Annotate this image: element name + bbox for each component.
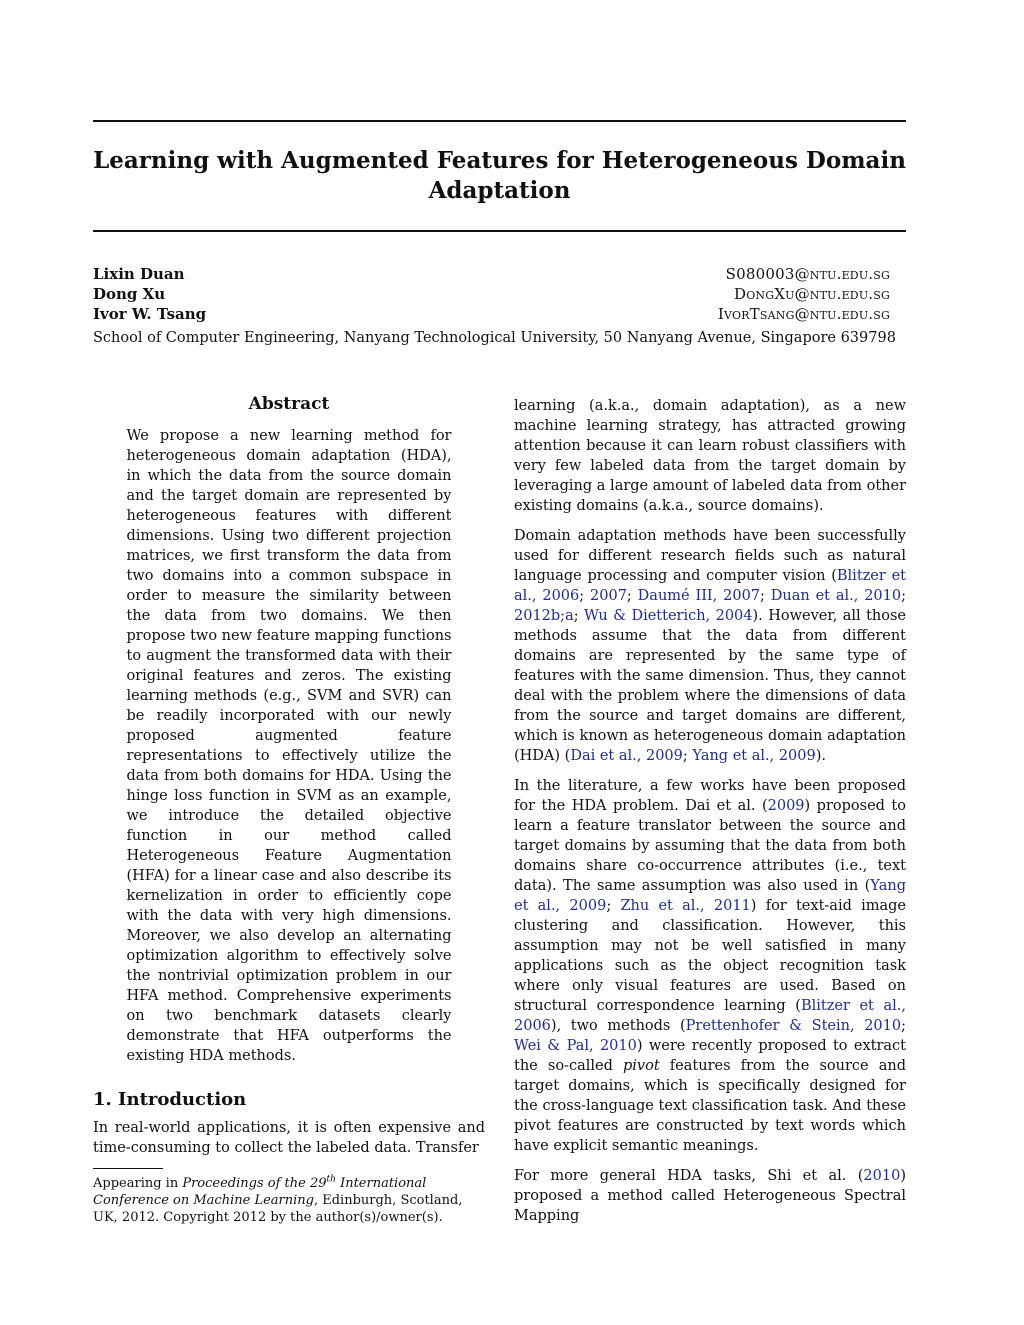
left-column (93, 392, 485, 1226)
introduction-heading: 1. Introduction (93, 1089, 247, 1110)
citation-link[interactable]: 2009 (767, 798, 805, 814)
text-run: ; (573, 608, 585, 624)
author-name: Lixin Duan (93, 265, 185, 283)
text-run: ). However, all those methods assume that the data from different domains are represented by the same type of features with the same dimension. Thus, they cannot deal with the problem where the dimensions of data from the source and target domains are different, which is known as heterogeneous domain adaptation (HDA) ( (514, 608, 906, 764)
author-email[interactable]: IvorTsang@ntu.edu.sg (717, 305, 890, 323)
author-name: Ivor W. Tsang (93, 305, 207, 323)
text-run: ) were recently proposed to extract the so-called (514, 1038, 906, 1074)
text-run: features from the source and target domains, which is specifically designed for the cross-language text classification task. And these pivot features are constructed by text words which have explicit semantic meanings. (514, 1058, 906, 1154)
hda-tasks-paragraph (514, 1166, 906, 1226)
author-row (93, 264, 906, 284)
text-run: ; (579, 588, 591, 604)
text-run: ; (901, 588, 907, 604)
abstract-text: We propose a new learning method for heterogeneous domain adaptation (HDA), in which the data from the source domain and the target domain are represented by heterogeneous features with different dimensions. Using two different projection matrices, we first transform the data from two domains into a common subspace in order to measure the similarity between the data from two domains. We then propose two new feature mapping functions to augment the transformed data with their original features and zeros. The existing learning methods (e.g., SVM and SVR) can be readily incorporated with our newly proposed augmented feature representations to effectively utilize the data from both domains for HDA. Using the hinge loss function in SVM as an example, we introduce the detailed objective function in our method called Heterogeneous Feature Augmentation (HFA) for a linear case and also describe its kernelization in order to efficiently cope with the data with very high dimensions. Moreover, we also develop an alternating optimization algorithm to effectively solve the nontrivial optimization problem in our HFA method. Comprehensive experiments on two benchmark datasets clearly demonstrate that HFA outperforms the existing HDA methods. (126, 428, 452, 1064)
citation-link[interactable]: Yang et al., 2009 (514, 878, 906, 914)
text-run: ; (901, 1018, 907, 1034)
citation-link[interactable]: Wu & Dietterich, 2004 (584, 608, 753, 624)
title-bottom-rule (93, 230, 906, 232)
citation-link[interactable]: Daumé III, 2007 (637, 588, 761, 604)
text-run: ) for text-aid image clustering and classification. However, this assumption may not be well satisfied in many applications such as the object recognition task where only visual features are used. Based on structural correspondence learning ( (514, 898, 907, 1014)
citation-link[interactable]: Dai et al., 2009 (570, 748, 683, 764)
text-run: ) proposed to learn a feature translator between the source and target domains by assuming that the data from both domains share co-occurrence attributes (i.e., text data). The same assumption was also used in ( (514, 798, 906, 894)
author-row (93, 284, 906, 304)
author-block (93, 264, 906, 348)
citation-link[interactable]: Wei & Pal, 2010 (514, 1038, 637, 1054)
citation-link[interactable]: Yang et al., 2009 (692, 748, 816, 764)
text-run: ; (606, 898, 621, 914)
footnote-prefix: Appearing in (93, 1176, 183, 1191)
paper-title: Learning with Augmented Features for Heterogeneous Domain Adaptation (93, 147, 906, 204)
text-run: ), two methods ( (550, 1018, 686, 1034)
intro-paragraph-continued: learning (a.k.a., domain adaptation), as a new machine learning strategy, has attracted growing attention because it can learn robust classifiers with very few labeled data from the target domain by leveraging a large amount of labeled data from other existing domains (a.k.a., source domains). (514, 398, 906, 514)
text-run: In the literature, a few works have been proposed for the HDA problem. Dai et al. ( (514, 778, 906, 814)
citation-link[interactable]: Zhu et al., 2011 (620, 898, 751, 914)
text-run: ). (815, 748, 827, 764)
text-run: ; (626, 588, 638, 604)
intro-paragraph: In real-world applications, it is often expensive and time-consuming to collect the labeled data. Transfer (93, 1120, 485, 1156)
citation-link[interactable]: Prettenhofer & Stein, 2010 (685, 1018, 902, 1034)
citation-link[interactable]: Blitzer et al., 2006 (514, 568, 906, 604)
citation-link[interactable]: 2012b;a (514, 608, 574, 624)
footnote (93, 1175, 485, 1226)
domain-adaptation-paragraph (514, 526, 906, 766)
footnote-venue-b: International Conference on Machine Learning (93, 1176, 427, 1208)
text-run: ; (760, 588, 771, 604)
footnote-suffix: , Edinburgh, Scotland, UK, 2012. Copyright 2012 by the author(s)/owner(s). (93, 1193, 463, 1225)
affiliation: School of Computer Engineering, Nanyang Technological University, 50 Nanyang Avenue, Singapore 639798 (93, 330, 896, 346)
text-run: For more general HDA tasks, Shi et al. ( (514, 1168, 864, 1184)
citation-link[interactable]: 2007 (590, 588, 627, 604)
title-top-rule (93, 120, 906, 122)
footnote-venue-a: Proceedings of the 29 (182, 1176, 327, 1191)
author-row (93, 304, 906, 324)
author-email[interactable]: DongXu@ntu.edu.sg (733, 285, 890, 303)
citation-link[interactable]: Blitzer et al., 2006 (514, 998, 906, 1034)
text-run: Domain adaptation methods have been successfully used for different research fields such as natural language processing and computer vision ( (514, 528, 906, 584)
footnote-venue-sup: th (326, 1174, 336, 1185)
literature-paragraph (514, 776, 906, 1156)
text-run: ) proposed a method called Heterogeneous Spectral Mapping (514, 1168, 906, 1224)
right-column (514, 396, 906, 1236)
citation-link[interactable]: Duan et al., 2010 (770, 588, 902, 604)
text-run: ; (682, 748, 693, 764)
citation-link[interactable]: 2010 (863, 1168, 901, 1184)
author-email[interactable]: S080003@ntu.edu.sg (725, 265, 890, 283)
footnote-rule (93, 1168, 163, 1169)
abstract-heading: Abstract (248, 394, 330, 414)
author-name: Dong Xu (93, 285, 166, 303)
italic-term: pivot (623, 1058, 660, 1074)
